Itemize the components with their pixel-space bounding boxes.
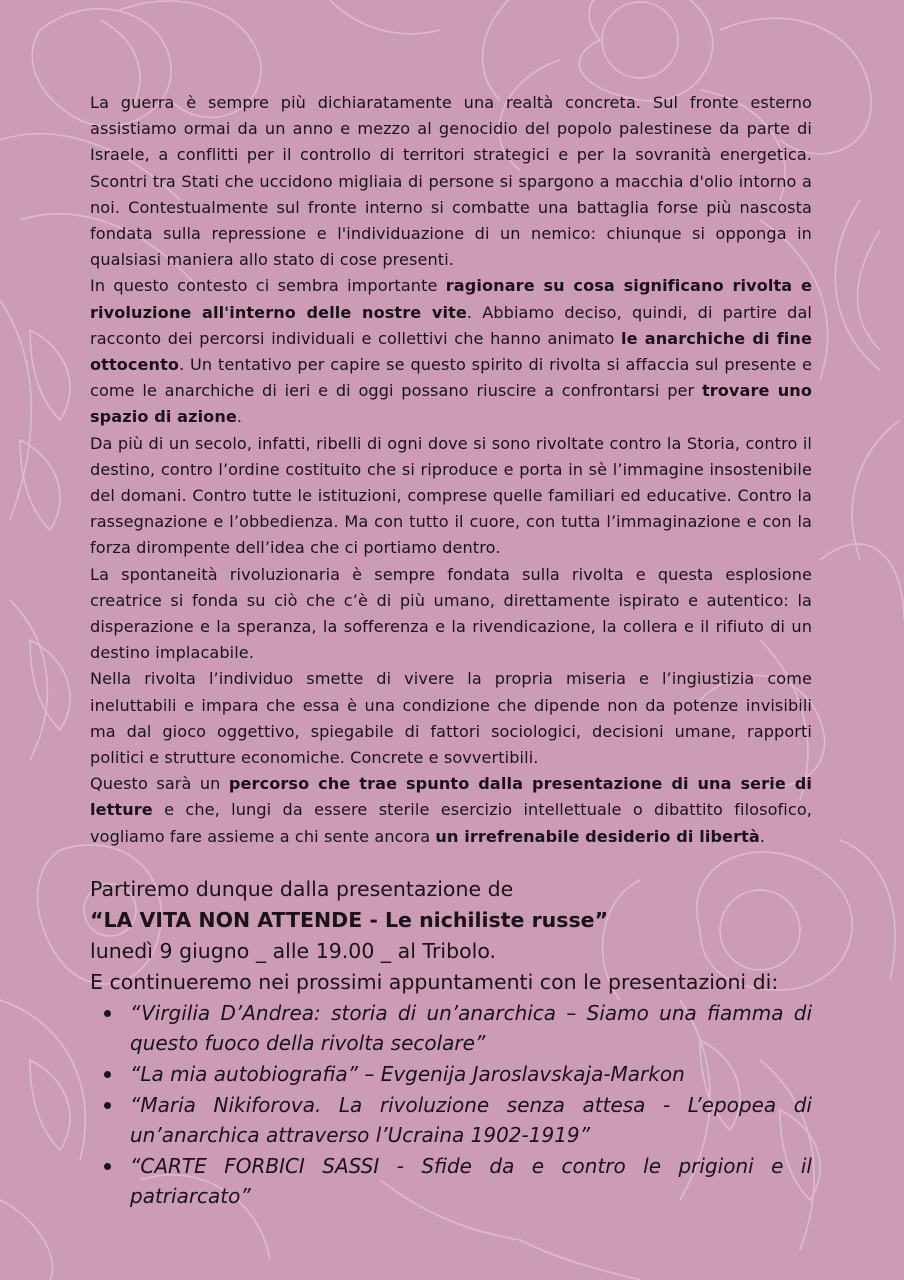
list-item-text: “Maria Nikiforova. La rivoluzione senza attesa - L’epopea di un’anarchica attraverso l’Ucraina 1902-1919” — [130, 1092, 812, 1147]
text-span: . — [236, 407, 243, 427]
list-item — [130, 1151, 812, 1211]
paragraph — [90, 90, 812, 273]
event-when: lunedì 9 giugno _ alle 19.00 _ al Tribolo. — [90, 938, 497, 963]
text-span: . Un tentativo per capire se questo spirito di rivolta si affaccia sul presente e come le anarchiche di ieri e di oggi possano riuscire a confrontarsi per — [90, 355, 812, 401]
event-section — [90, 874, 812, 1211]
text-span: In questo contesto ci sembra importante — [90, 276, 446, 296]
bold-text: ragionare su cosa significano rivolta e rivoluzione all'interno delle nostre vite — [90, 276, 812, 322]
text-span: Nella rivolta l’individuo smette di vivere la propria miseria e l’ingiustizia come ineluttabili e impara che essa è una condizione che dipende non da potenze invisibili ma dal gioco oggettivo, spiegabile di fattori sociologici, decisioni umane, rapporti politici e strutture economiche. Concrete e sovvertibili. — [90, 669, 812, 768]
paragraph — [90, 273, 812, 430]
list-item-text: “La mia autobiografia” – Evgenija Jaroslavskaja-Markon — [130, 1061, 685, 1086]
list-item-text: “CARTE FORBICI SASSI - Sfide da e contro le prigioni e il patriarcato” — [130, 1153, 812, 1208]
event-intro: Partiremo dunque dalla presentazione de — [90, 876, 514, 901]
list-item — [130, 998, 812, 1058]
text-span: La spontaneità rivoluzionaria è sempre fondata sulla rivolta e questa esplosione creatrice si fonda su ciò che c’è di più umano, direttamente ispirato e autentico: la disperazione e la speranza, la sofferenza e la rivendicazione, la collera e il rifiuto di un destino implacabile. — [90, 564, 812, 663]
text-span: La guerra è sempre più dichiaratamente una realtà concreta. Sul fronte esterno assistiamo ormai da un anno e mezzo al genocidio del popolo palestinese da parte di Israele, a conflitti per il controllo di territori strategici e per la sovranità energetica. Scontri tra Stati che uccidono migliaia di persone si spargono a macchia d'olio intorno a noi. Contestualmente sul fronte interno si combatte una battaglia forse più nascosta fondata sulla repressione e l'individuazione di un nemico: chiunque si opponga in qualsiasi maniera allo stato di cose presenti. — [90, 93, 812, 270]
paragraph — [90, 562, 812, 667]
text-span: e che, lungi da essere sterile esercizio intellettuale o dibattito filosofico, vogliamo fare assieme a chi sente ancora — [90, 800, 812, 846]
bold-text: trovare uno spazio di azione — [90, 381, 812, 427]
event-continue: E continueremo nei prossimi appuntamenti con le presentazioni di: — [90, 969, 779, 994]
text-span: Questo sarà un — [90, 774, 229, 794]
list-item — [130, 1059, 812, 1089]
event-title: “LA VITA NON ATTENDE - Le nichiliste russe” — [90, 907, 609, 932]
text-span: . Abbiamo deciso, quindi, di partire dal racconto dei percorsi individuali e collettivi che hanno animato — [90, 302, 812, 348]
bullet-icon — [104, 1163, 111, 1170]
paragraph — [90, 431, 812, 562]
bullet-icon — [104, 1071, 111, 1078]
body-text — [90, 90, 812, 850]
document-page — [90, 90, 812, 1212]
bold-text: un irrefrenabile desiderio di libertà — [435, 826, 760, 846]
list-item-text: “Virgilia D’Andrea: storia di un’anarchica – Siamo una fiamma di questo fuoco della rivolta secolare” — [130, 1000, 812, 1055]
text-span: Da più di un secolo, infatti, ribelli di ogni dove si sono rivoltate contro la Storia, contro il destino, contro l’ordine costituito che si riproduce e porta in sè l’immagine insostenibile del domani. Contro tutte le istituzioni, comprese quelle familiari ed educative. Contro la rassegnazione e l’obbedienza. Ma con tutto il cuore, con tutta l’immaginazione e con la forza dirompente dell’idea che ci portiamo dentro. — [90, 433, 812, 558]
bullet-icon — [104, 1102, 111, 1109]
bullet-icon — [104, 1010, 111, 1017]
upcoming-list — [90, 998, 812, 1211]
bold-text: le anarchiche di fine ottocento — [90, 328, 812, 375]
list-item — [130, 1090, 812, 1150]
paragraph — [90, 666, 812, 771]
paragraph — [90, 771, 812, 850]
text-span: . — [759, 826, 766, 846]
bold-text: percorso che trae spunto dalla presentazione di una serie di letture — [90, 774, 812, 820]
